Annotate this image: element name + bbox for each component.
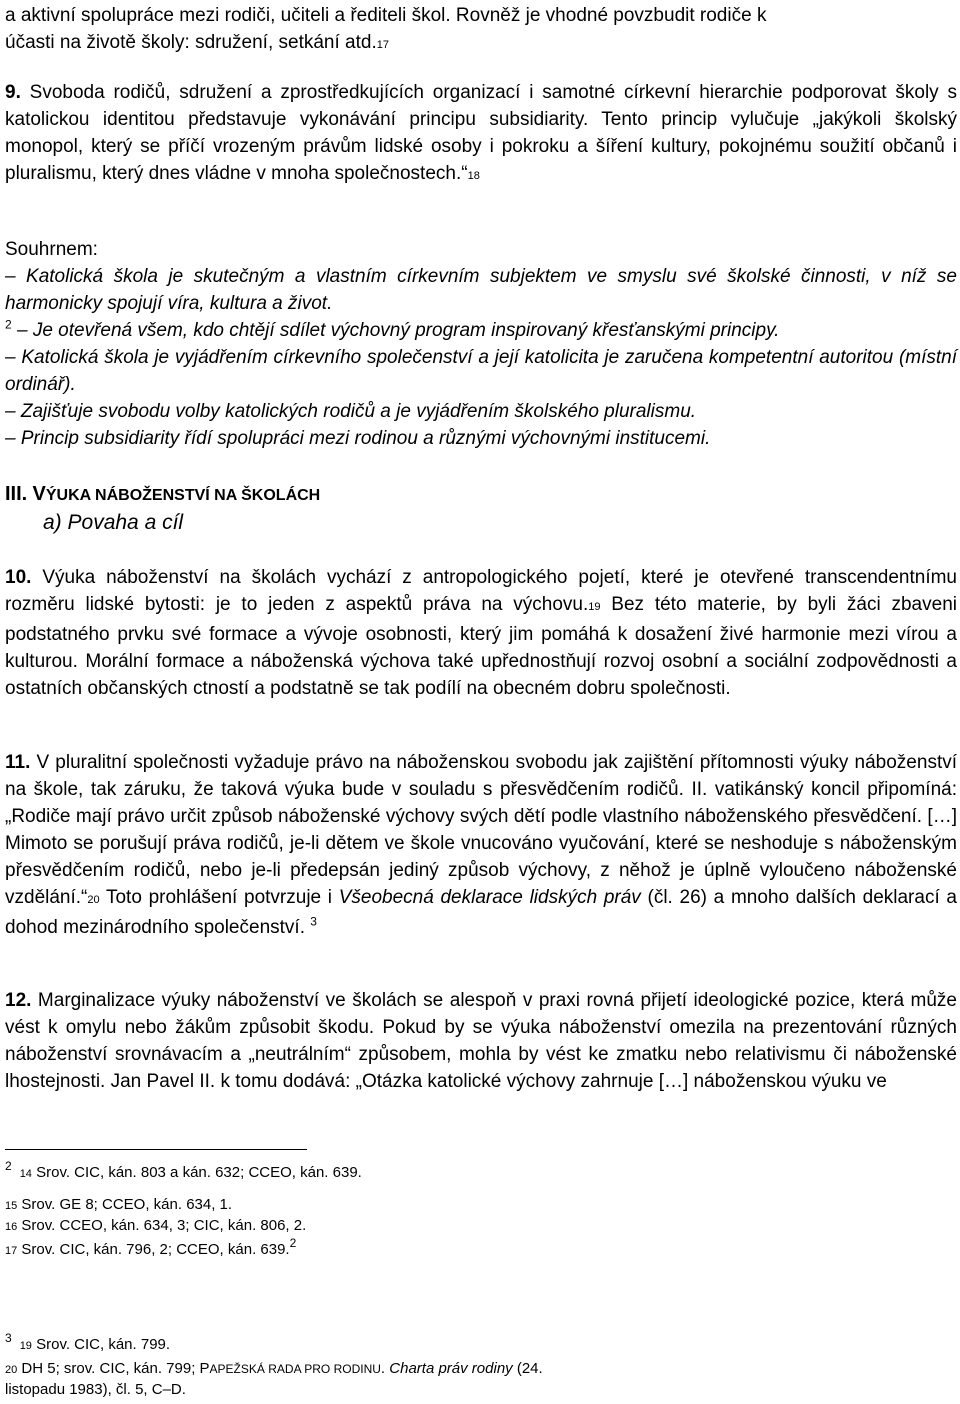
footnote-text: Srov. CCEO, kán. 634, 3; CIC, kán. 806, 2.: [21, 1217, 307, 1234]
summary-item-2-text: – Je otevřená všem, kdo chtějí sdílet výchovný program inspirovaný křesťanskými principy.: [16, 320, 780, 341]
footnote-number: 15: [5, 1200, 18, 1212]
paragraph-text-a: V pluralitní společnosti vyžaduje právo na náboženskou svobodu jak zajištění přítomnosti výuky náboženství na škole, tak záruku, že taková výuka bude v souladu s přesvědčením rodičů. II. vatikánský koncil připomíná: „Rodiče mají právo určit způsob náboženské výchovy svých dětí podle vlastního náboženského přesvědčení. […] Mimoto se porušují práva rodičů, je-li dětem ve škole vnucováno vyučování, které se neshoduje s náboženským přesvědčením rodičů, nebo je-li předepsán jediný způsob výchovy, z něhož je úplně vyloučeno náboženské vzdělání.“: [5, 752, 957, 908]
footnote-text-line2: listopadu 1983), čl. 5, C–D.: [5, 1381, 186, 1398]
paragraph-continuation: [5, 2, 957, 59]
section-roman-numeral: III.: [5, 483, 28, 505]
footnote-text-c: (24.: [512, 1360, 543, 1377]
footnote-text: Srov. CIC, kán. 803 a kán. 632; CCEO, kán. 639.: [36, 1164, 362, 1181]
footnote-number: 19: [19, 1340, 32, 1352]
paragraph-text-c: (čl. 26) a mnoho dalších deklarací a dohod mezinárodního společenství.: [5, 887, 957, 938]
p1-line1: a aktivní spolupráce mezi rodiči, učiteli a řediteli škol. Rovněž je vhodné povzbudit rodiče k: [5, 5, 767, 26]
summary-block: [5, 236, 957, 452]
paragraph-9: [5, 79, 957, 190]
footnote-ref-18[interactable]: 18: [467, 170, 480, 182]
summary-item-3: – Katolická škola je vyjádřením církevního společenství a její katolicita je zaručena kompetentní autoritou (místní ordinář).: [5, 347, 957, 395]
footnote-17: [5, 1236, 297, 1261]
summary-marker-2: 2: [5, 317, 12, 332]
paragraph-text-b: Toto prohlášení potvrzuje i: [99, 887, 339, 908]
footnote-ref-17[interactable]: 17: [376, 39, 389, 51]
paragraph-text: Svoboda rodičů, sdružení a zprostředkujících organizací i samotné církevní hierarchie podporovat školy s katolickou identitou představuje vykonávání principu subsidiarity. Tento princip vylučuje „jakýkoli školský monopol, který se příčí vrozeným právům lidské osoby i pokroku a šíření kultury, pokojnému soužití občanů i pluralismu, který dnes vládne v mnoha společnostech.“: [5, 82, 957, 184]
summary-item-4: – Zajišťuje svobodu volby katolických rodičů a je vyjádřením školského pluralismu.: [5, 401, 697, 422]
paragraph-12: [5, 987, 957, 1095]
footnote-text-b: .: [380, 1360, 390, 1377]
footnote-number: 14: [19, 1168, 32, 1180]
paragraph-text: Marginalizace výuky náboženství ve školách se alespoň v praxi rovná přijetí ideologické pozice, která může vést k omylu nebo žákům způsobit škodu. Pokud by se výuka náboženství omezila na prezentování různých náboženství srovnávacím a „neutrálním“ způsobem, mohla by vést ke zmatku nebo relativismu či náboženské lhostejnosti. Jan Pavel II. k tomu dodává: „Otázka katolické výchovy zahrnuje […] náboženskou výuku ve: [5, 990, 957, 1092]
footnote-ref-20[interactable]: 20: [87, 894, 100, 906]
paragraph-number: 9.: [5, 82, 21, 103]
footnote-smallcaps: APEŽSKÁ RADA PRO RODINU: [209, 1362, 381, 1376]
footnote-marker-3: 3: [310, 914, 317, 929]
section-heading: [5, 481, 957, 537]
footnote-16: [5, 1216, 306, 1237]
paragraph-11: [5, 749, 957, 941]
footnote-text: Srov. CIC, kán. 796, 2; CCEO, kán. 639.: [21, 1241, 290, 1258]
p1-line2: účasti na životě školy: sdružení, setkání atd.: [5, 32, 377, 53]
footnote-20: [5, 1359, 543, 1399]
footnote-15: [5, 1195, 232, 1216]
subsection-title: a) Povaha a cíl: [43, 511, 184, 534]
summary-item-1: – Katolická škola je skutečným a vlastním církevním subjektem ve smyslu své školské činnosti, v níž se harmonicky spojují víra, kultura a život.: [5, 266, 957, 314]
paragraph-text-b: Bez této materie, by byli žáci zbaveni podstatného prvku své formace a vývoje osobnosti, který jim pomáhá k dosažení živé harmonie mezi vírou a kulturou. Morální formace a náboženská výchova také upřednostňují rozvoj osobní a sociální zodpovědnosti a ostatních občanských ctností a podstatně se tak podílí na obecném dobru společnosti.: [5, 594, 957, 699]
footnote-number: 16: [5, 1221, 18, 1233]
paragraph-number: 11.: [5, 752, 31, 773]
footnote-marker: 2: [289, 1236, 297, 1250]
footnote-italic-title: Charta práv rodiny: [389, 1360, 513, 1377]
footnote-text: Srov. GE 8; CCEO, kán. 634, 1.: [21, 1196, 233, 1213]
section-title-initial: V: [32, 483, 46, 505]
footnote-text: Srov. CIC, kán. 799.: [36, 1336, 171, 1353]
summary-title: Souhrnem:: [5, 239, 98, 260]
footnote-ref-19[interactable]: 19: [588, 601, 601, 613]
paragraph-number: 12.: [5, 990, 32, 1011]
footnote-separator: [5, 1149, 307, 1150]
footnote-19: [5, 1331, 171, 1356]
summary-item-5: – Princip subsidiarity řídí spolupráci mezi rodinou a různými výchovnými institucemi.: [5, 428, 711, 449]
footnote-marker-3: 3: [5, 1331, 12, 1345]
paragraph-text-a: Výuka náboženství na školách vychází z antropologického pojetí, které je otevřené transcendentnímu rozměru lidské bytosti: je to jeden z aspektů práva na výchovu.: [5, 567, 957, 615]
paragraph-number: 10.: [5, 567, 32, 588]
declaration-title: Všeobecná deklarace lidských práv: [338, 887, 641, 908]
footnote-text-a: DH 5; srov. CIC, kán. 799; P: [21, 1360, 210, 1377]
footnote-number: 17: [5, 1245, 18, 1257]
section-title: ÝUKA NÁBOŽENSTVÍ NA ŠKOLÁCH: [45, 487, 321, 504]
footnote-marker-2: 2: [5, 1159, 12, 1173]
footnote-number: 20: [5, 1364, 18, 1376]
footnote-14: [5, 1159, 362, 1184]
summary-item-2: [5, 317, 957, 344]
paragraph-10: [5, 564, 957, 702]
